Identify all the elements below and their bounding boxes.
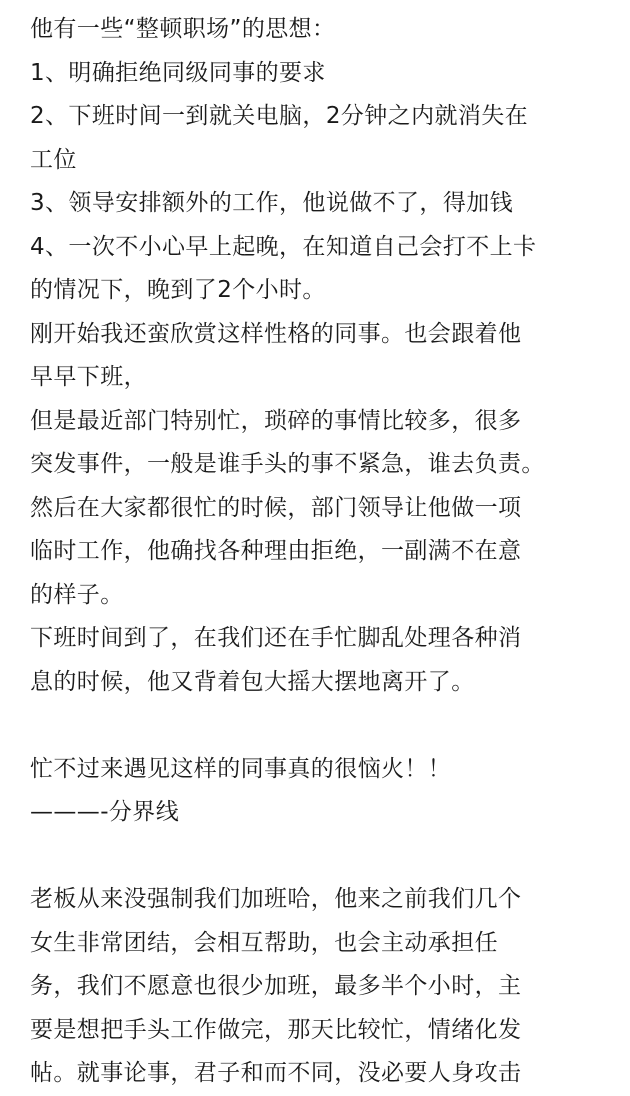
- post-line: 工位: [30, 146, 77, 173]
- post-line: 3、领导安排额外的工作，他说做不了，得加钱: [30, 190, 514, 216]
- post-line: 帖。就事论事，君子和而不同，没必要人身攻击: [30, 1060, 522, 1086]
- divider-line: ———-分界线: [30, 799, 180, 825]
- post-line: 要是想把手头工作做完，那天比较忙，情绪化发: [30, 1016, 522, 1043]
- post-line: 他有一些“整顿职场”的思想：: [30, 16, 336, 42]
- post-line: 突发事件，一般是谁手头的事不紧急，谁去负责。: [30, 451, 545, 477]
- post-line: 女生非常团结，会相互帮助，也会主动承担任: [30, 929, 498, 956]
- post-body: [30, 8, 620, 1096]
- post-line: 4、一次不小心早上起晚，在知道自己会打不上卡: [30, 233, 537, 260]
- post-line: 忙不过来遇见这样的同事真的很恼火！！: [30, 755, 452, 782]
- post-line: 早早下班，: [30, 364, 147, 390]
- post-line: 临时工作，他确找各种理由拒绝，一副满不在意: [30, 538, 522, 564]
- post-line: 的情况下，晚到了2个小时。: [30, 277, 326, 303]
- post-line: 2、下班时间一到就关电脑，2分钟之内就消失在: [30, 103, 529, 129]
- post-line: 的样子。: [30, 581, 124, 608]
- post-line: 然后在大家都很忙的时候，部门领导让他做一项: [30, 494, 522, 521]
- post-line: 刚开始我还蛮欣赏这样性格的同事。也会跟着他: [30, 320, 522, 347]
- blank-line: [30, 835, 620, 879]
- post-line: 1、明确拒绝同级同事的要求: [30, 59, 326, 86]
- blank-line: [30, 704, 620, 748]
- post-line: 老板从来没强制我们加班哈，他来之前我们几个: [30, 886, 522, 912]
- post-line: 下班时间到了，在我们还在手忙脚乱处理各种消: [30, 625, 522, 651]
- post-line: 务，我们不愿意也很少加班，最多半个小时，主: [30, 973, 522, 999]
- post-line: 但是最近部门特别忙，琐碎的事情比较多，很多: [30, 407, 522, 434]
- post-line: 息的时候，他又背着包大摇大摆地离开了。: [30, 668, 475, 695]
